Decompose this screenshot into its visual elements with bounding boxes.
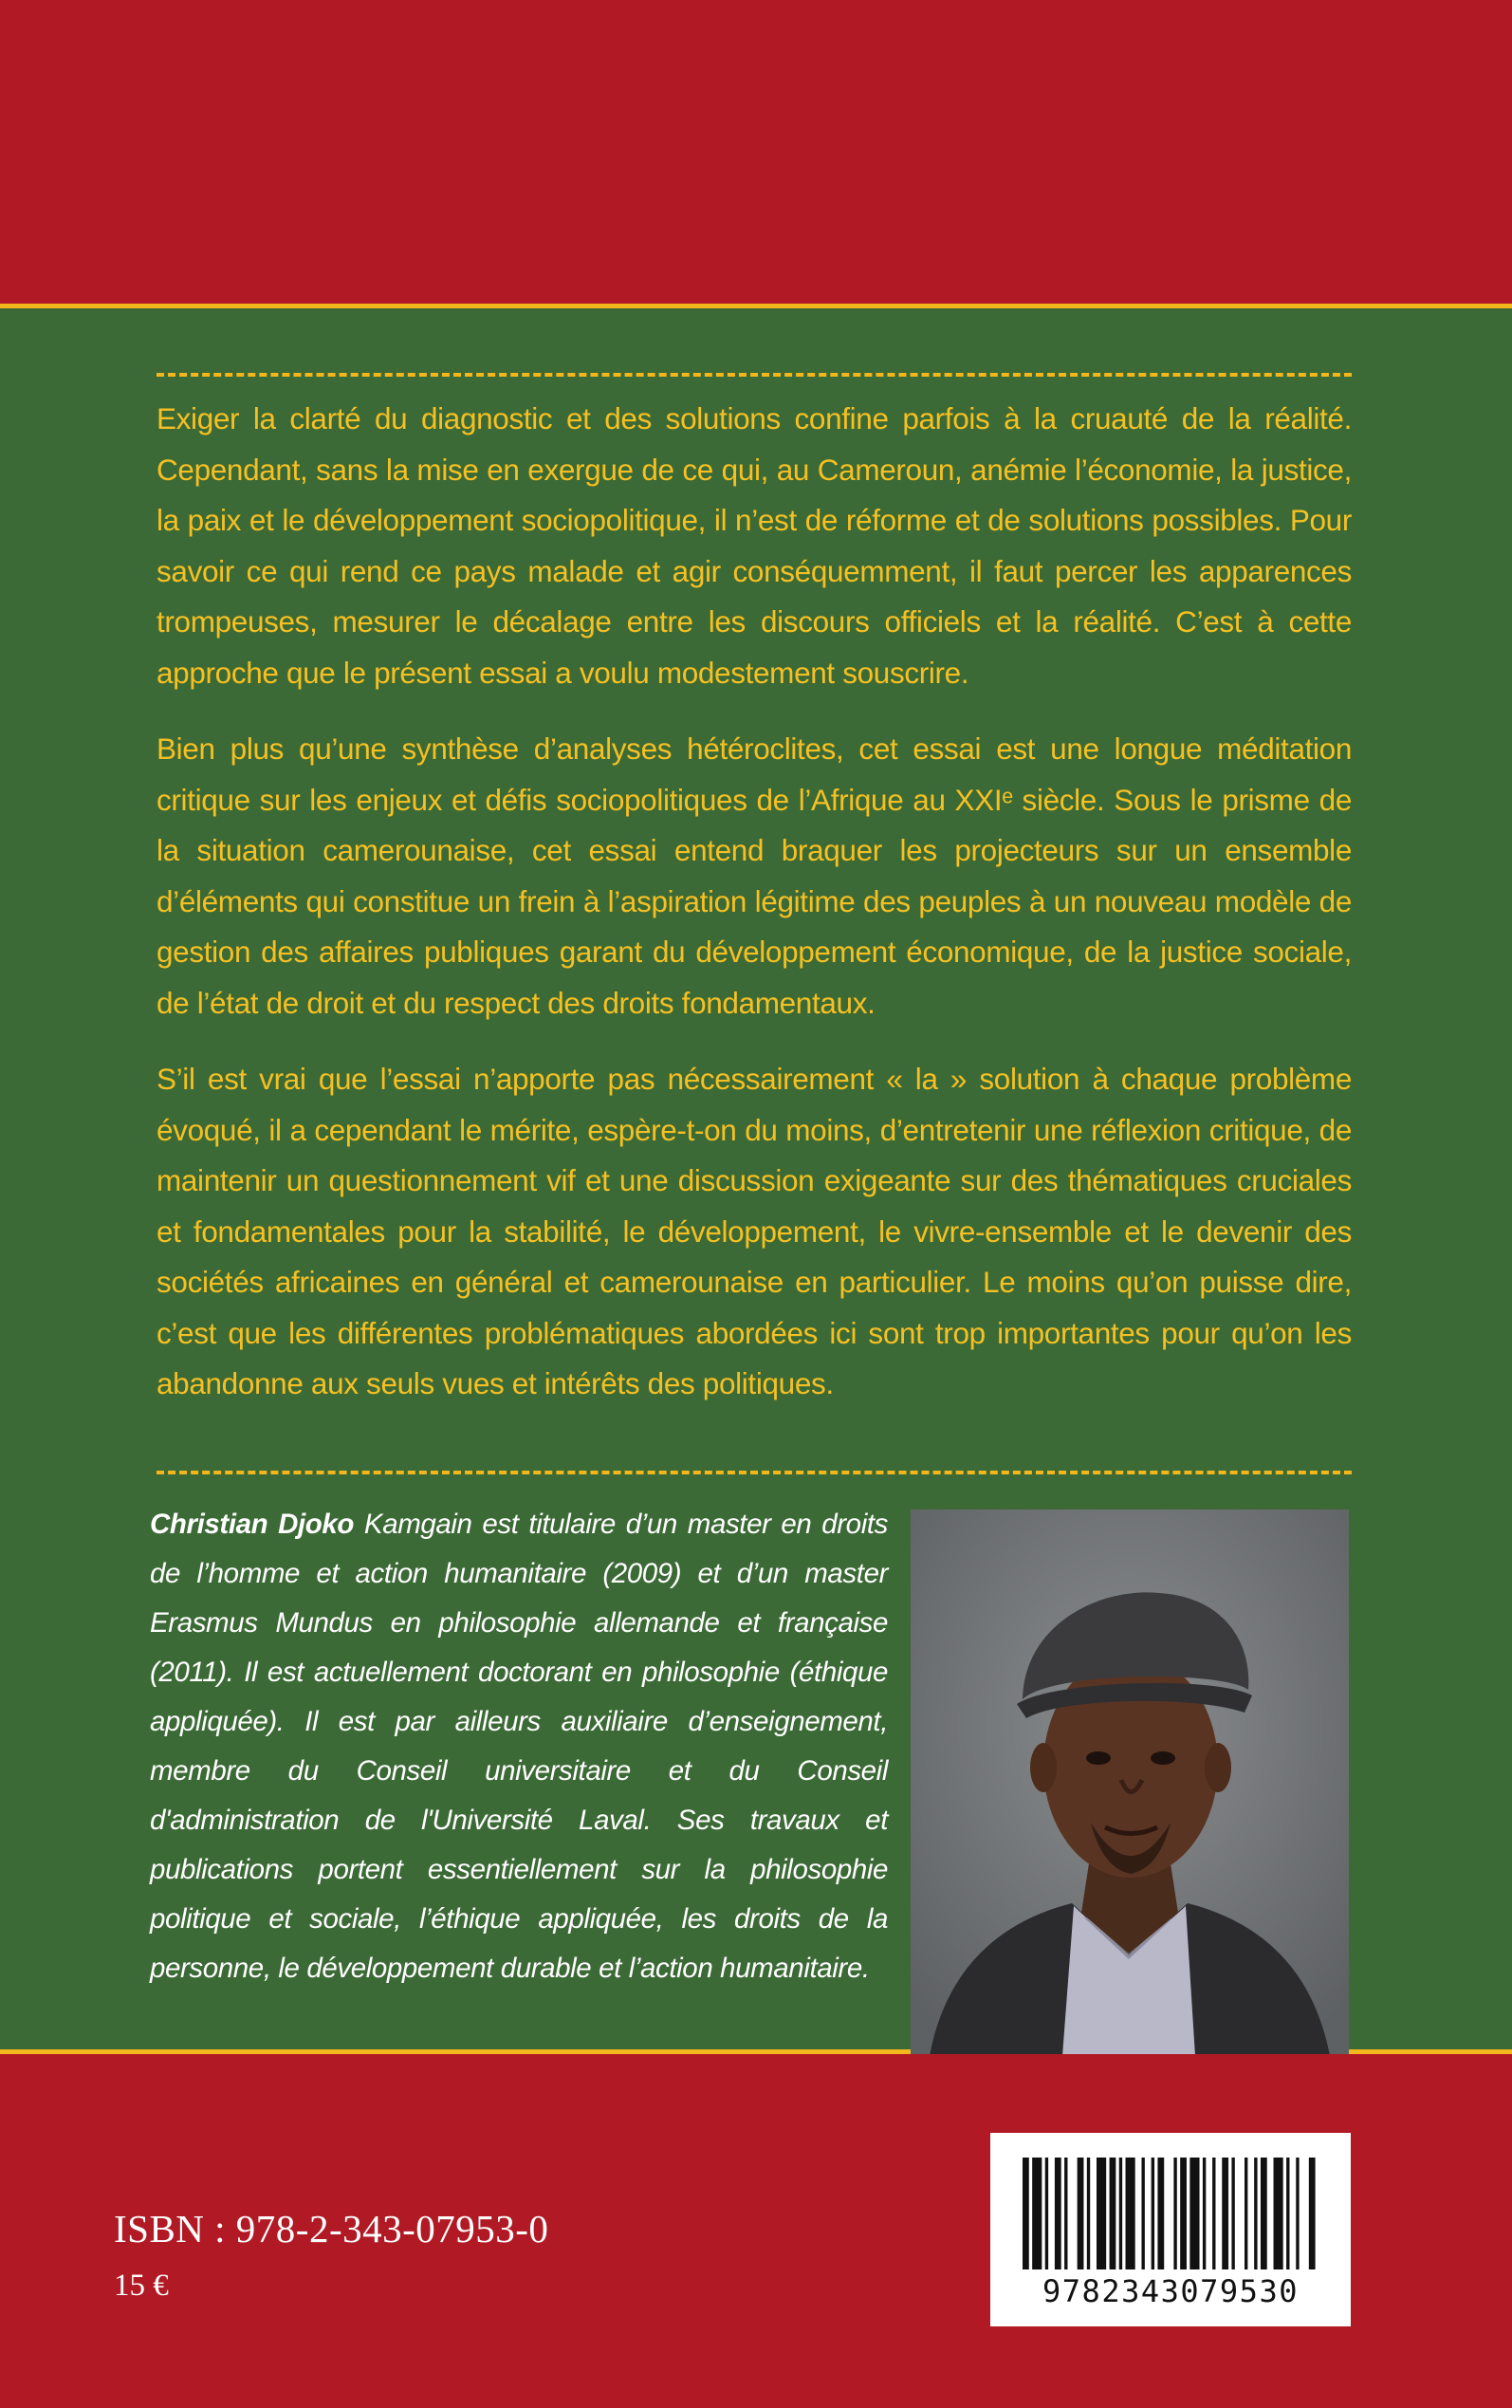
back-cover-blurb <box>157 394 1352 1410</box>
barcode-bar <box>1157 2158 1164 2269</box>
author-bio-text: Kamgain est titulaire d’un master en droits de l’homme et action humanitaire (2009) et d’un master Erasmus Mundus en philosophie allemande et française (2011). Il est actuellement doctorant en philosophie (éthique appliquée). Il est par ailleurs auxiliaire d’enseignement, membre du Conseil universitaire et du Conseil d'administration de l'Université Laval. Ses travaux et publications portent essentiellement sur la philosophie politique et sociale, l’éthique appliquée, les droits de la personne, le développement durable et l’action humanitaire. <box>150 1509 888 1984</box>
barcode-bar <box>1309 2158 1316 2269</box>
barcode-bar <box>1254 2158 1257 2269</box>
barcode-bar <box>1245 2158 1247 2269</box>
barcode-bar <box>1203 2158 1206 2269</box>
barcode-bar <box>1055 2158 1061 2269</box>
isbn-text: ISBN : 978-2-343-07953-0 <box>114 2207 549 2251</box>
barcode-bar <box>1126 2158 1135 2269</box>
blurb-paragraph-3: S’il est vrai que l’essai n’apporte pas nécessairement « la » solution à chaque problème évoqué, il a cependant le mérite, espère-t-on du moins, d’entretenir une réflexion critique, de maintenir un questionnement vif et une discussion exigeante sur des thématiques cruciales et fondamentales pour la stabilité, le développement, le vivre-ensemble et le devenir des sociétés africaines en général et camerounaise en particulier. Le moins qu’on puisse dire, c’est que les différentes problématiques abordées ici sont trop importantes pour qu’on les abandonne aux seuls vues et intérêts des politiques. <box>157 1062 1352 1400</box>
barcode-bar <box>1296 2158 1299 2269</box>
dashed-divider-bottom <box>157 1471 1352 1474</box>
barcode-bar <box>1023 2158 1029 2269</box>
barcode-bar <box>1078 2158 1084 2269</box>
price-text: 15 € <box>114 2269 169 2303</box>
barcode-bar <box>1119 2158 1122 2269</box>
author-portrait-icon <box>911 1510 1349 2056</box>
barcode-bar <box>1189 2158 1199 2269</box>
barcode-bar <box>1141 2158 1144 2269</box>
blurb-paragraph-1: Exiger la clarté du diagnostic et des solutions confine parfois à la cruauté de la réalité. Cependant, sans la mise en exergue de ce qui, au Cameroun, anémie l’économie, la justice, la paix et le développement sociopolitique, il n’est de réforme et de solutions possibles. Pour savoir ce qui rend ce pays malade et agir conséquemment, il faut percer les apparences trompeuses, mesurer le décalage entre les discours officiels et la réalité. C’est à cette approche que le présent essai a voulu modestement souscrire. <box>157 401 1352 690</box>
barcode-bar <box>1231 2158 1234 2269</box>
barcode-bar <box>1222 2158 1228 2269</box>
top-red-band <box>0 0 1512 304</box>
author-name: Christian Djoko <box>150 1509 355 1540</box>
barcode-bar <box>1180 2158 1187 2269</box>
barcode-bar <box>1064 2158 1067 2269</box>
barcode-bar <box>1173 2158 1176 2269</box>
dashed-divider-top <box>157 373 1352 377</box>
green-content-panel <box>0 304 1512 2054</box>
barcode-bar <box>1212 2158 1215 2269</box>
barcode-bar <box>1097 2158 1106 2269</box>
barcode-bar <box>1261 2158 1267 2269</box>
barcode-bar <box>1110 2158 1116 2269</box>
blurb-paragraph-2: Bien plus qu’une synthèse d’analyses hétéroclites, cet essai est une longue méditation critique sur les enjeux et défis sociopolitiques de l’Afrique au XXIᵉ siècle. Sous le prisme de la situation camerounaise, cet essai entend braquer les projecteurs sur un ensemble d’éléments qui constitue un frein à l’aspiration légitime des peuples à un nouveau modèle de gestion des affaires publiques garant du développement économique, de la justice sociale, de l’état de droit et du respect des droits fondamentaux. <box>157 732 1352 1020</box>
barcode-bar <box>1152 2158 1154 2269</box>
barcode-bar <box>1286 2158 1289 2269</box>
barcode <box>990 2133 1351 2326</box>
author-photo <box>911 1510 1349 2056</box>
barcode-bar <box>1274 2158 1283 2269</box>
barcode-bar <box>1045 2158 1048 2269</box>
barcode-bar <box>1087 2158 1090 2269</box>
barcode-number: 9782343079530 <box>1042 2273 1299 2309</box>
author-bio <box>150 1500 888 1993</box>
barcode-bar <box>1032 2158 1042 2269</box>
barcode-bars-icon <box>1023 2158 1318 2269</box>
